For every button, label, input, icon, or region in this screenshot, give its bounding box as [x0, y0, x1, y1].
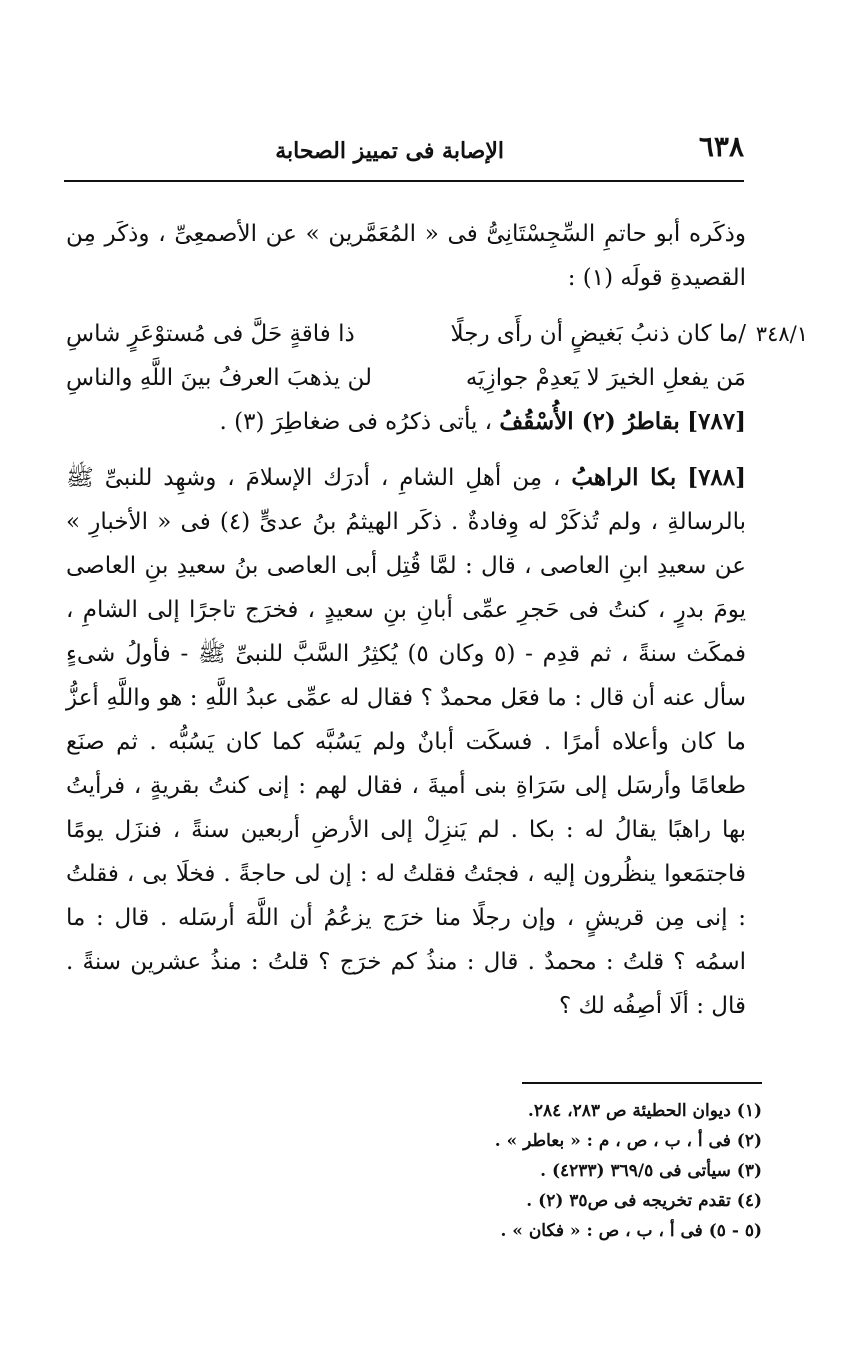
footnote: (١) ديوان الحطيئة ص ٢٨٣، ٢٨٤. [527, 1101, 762, 1121]
footnotes [280, 1096, 762, 1246]
margin-reference: ٣٤٨/١ [755, 322, 808, 346]
entry-number: [٧٨٨] [687, 464, 747, 491]
footnote: (٤) تقدم تخريجه فى ص٣٥ (٢) . [526, 1191, 762, 1211]
entry-text: ، مِن أهلِ الشامِ ، أدرَك الإسلامَ ، وشهِد للنبىِّ ﷺ بالرسالةِ ، ولم تُذكَرْ له وِفادةٌ . ذكَر الهيثمُ بنُ عدىٍّ (٤) فى « الأخبارِ » عن سعيدِ ابنِ العاصى ، قال : لمَّا قُتِل أبى العاصى بنُ سعيدِ بنِ العاصى يومَ بدرٍ ، كنتُ فى حَجرِ عمِّى أبانِ بنِ سعيدٍ ، فخرَج تاجرًا إلى الشامِ ، فمكَث سنةً ، ثم قدِم - (٥ وكان ٥) يُكثِرُ السَّبَّ للنبىِّ ﷺ - فأولُ شىءٍ سأل عنه أن قال : ما فعَل محمدٌ ؟ فقال له عمِّى عبدُ اللَّهِ : هو واللَّهِ أعزُّ ما كان وأعلاه أمرًا . فسكَت أبانٌ ولم يَسُبَّه كما كان يَسُبُّه . ثم صنَع طعامًا وأرسَل إلى سَرَاةِ بنى أميةَ ، فقال لهم : إنى كنتُ بقريةٍ ، فرأيتُ بها راهبًا يقالُ له : بكا . لم يَنزِلْ إلى الأرضِ أربعين سنةً ، فنزَل يومًا فاجتمَعوا ينظُرون إليه ، فجئتُ فقلتُ له : إن لى حاجةً . فخلَا بى ، فقلتُ : إنى مِن قريشٍ ، وإن رجلًا منا خرَج يزعُمُ أن اللَّهَ أرسَله . قال : ما اسمُه ؟ قلتُ : محمدٌ . قال : منذُ كم خرَج ؟ قلتُ : منذُ عشرين سنةً . قال : ألَا أصِفُه لك ؟ [66, 465, 747, 1019]
poem-verses [66, 312, 808, 400]
footnote: (٣) سيأتى فى ٣٦٩/٥ (٤٢٣٣) . [540, 1161, 762, 1181]
entry-number: [٧٨٧] [687, 408, 746, 435]
verse-line [66, 356, 746, 400]
footnote: (٥ - ٥) فى أ ، ب ، ص : « فكان » . [500, 1221, 762, 1241]
footnote-rule [522, 1082, 762, 1084]
main-text [66, 212, 808, 1028]
verse-line [66, 312, 746, 356]
header-rule [64, 180, 744, 182]
page-header [64, 130, 744, 180]
verse-second-hemistich: ذا فاقةٍ حَلَّ فى مُستوْعَرٍ شاسِ [66, 321, 355, 347]
entry-788 [66, 456, 746, 1028]
entry-heading: بكا الراهبُ [571, 464, 677, 491]
running-title: الإصابة فى تمييز الصحابة [275, 138, 504, 164]
footnote: (٢) فى أ ، ب ، ص ، م : « بعاطر » . [494, 1131, 762, 1151]
intro-paragraph: وذكَره أبو حاتمِ السِّجِسْتَانِىُّ فى « المُعَمَّرين » عن الأصمعِىِّ ، وذكَر مِن القصيدةِ قولَه (١) : [66, 221, 746, 291]
verse-first-hemistich: /ما كان ذنبُ بَغيضٍ أن رأَى رجلًا [450, 321, 746, 347]
entry-text: ، يأتى ذكرُه فى ضغاطِرَ (٣) . [219, 409, 493, 435]
verse-first-hemistich: مَن يفعلِ الخيرَ لا يَعدِمْ جوازِيَه [465, 365, 746, 391]
page-number: ٦٣٨ [698, 130, 744, 163]
entry-787 [66, 400, 746, 444]
verse-second-hemistich: لن يذهبَ العرفُ بينَ اللَّهِ والناسِ [66, 365, 373, 391]
entry-heading: بقاطرُ (٢) الأُسْقُفُ [499, 408, 680, 435]
